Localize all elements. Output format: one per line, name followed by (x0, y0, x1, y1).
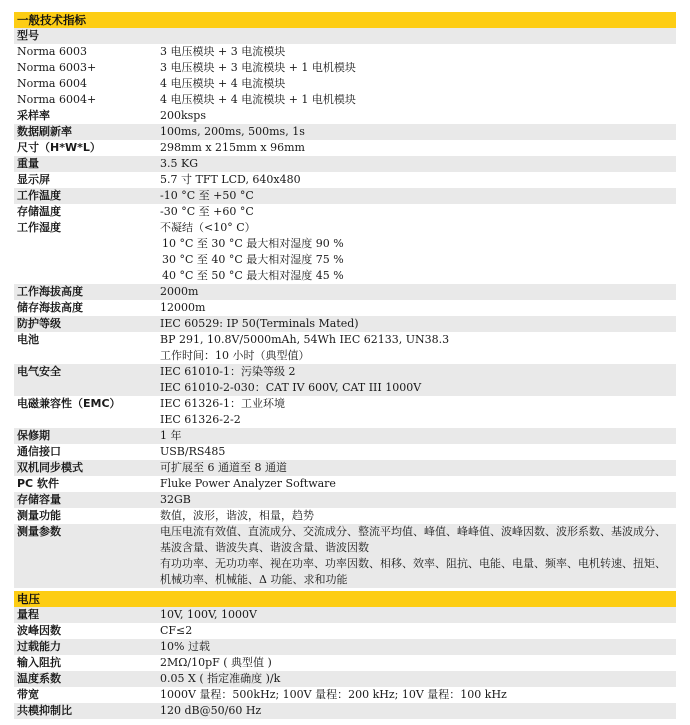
spec-row (14, 623, 676, 639)
spec-value (160, 76, 676, 92)
spec-value-line: 10% 过载 (160, 640, 210, 653)
spec-value (160, 428, 676, 444)
general-spec-table (14, 28, 676, 588)
spec-value-line: 1000V 量程：500kHz; 100V 量程：200 kHz; 10V 量程：100 kHz (160, 688, 507, 701)
spec-value (160, 655, 676, 671)
spec-row (14, 332, 676, 364)
spec-row (14, 220, 676, 284)
spec-value (160, 476, 676, 492)
spec-label: 储存海拔高度 (17, 301, 83, 314)
spec-row (14, 364, 676, 396)
spec-value-line: IEC 61326-1：工业环境 (160, 397, 285, 410)
spec-value (160, 671, 676, 687)
spec-value (160, 524, 676, 588)
spec-value-line: BP 291, 10.8V/5000mAh, 54Wh IEC 62133, UN38.3 (160, 333, 450, 346)
spec-label: 波峰因数 (17, 624, 61, 637)
spec-value (160, 220, 676, 284)
spec-value (160, 44, 676, 60)
spec-value (160, 492, 676, 508)
spec-value-line: 120 dB@50/60 Hz (160, 704, 262, 717)
spec-label: Norma 6003+ (17, 61, 97, 74)
spec-row (14, 44, 676, 60)
spec-row (14, 140, 676, 156)
spec-label: 工作海拔高度 (17, 285, 83, 298)
spec-value-line: 10 °C 至 30 °C 最大相对湿度 90 % (162, 237, 344, 250)
spec-value (160, 284, 676, 300)
spec-value-line: CF≤2 (160, 624, 193, 637)
spec-value (160, 124, 676, 140)
spec-value (160, 92, 676, 108)
spec-value-line: 工作时间：10 小时（典型值） (160, 349, 310, 362)
spec-value (160, 172, 676, 188)
spec-row (14, 476, 676, 492)
spec-label: 存储容量 (17, 493, 61, 506)
spec-row (14, 396, 676, 428)
spec-row (14, 492, 676, 508)
spec-label: 测量参数 (17, 525, 61, 538)
spec-row (14, 156, 676, 172)
spec-label: 温度系数 (17, 672, 61, 685)
spec-label: Norma 6004 (17, 77, 87, 90)
spec-label: 防护等级 (17, 317, 61, 330)
spec-value-line: IEC 61010-2-030：CAT IV 600V, CAT III 1000V (160, 381, 422, 394)
spec-value-line: 4 电压模块 + 4 电流模块 (160, 77, 286, 90)
spec-row (14, 655, 676, 671)
spec-label: 工作温度 (17, 189, 61, 202)
spec-row (14, 428, 676, 444)
spec-label: 量程 (17, 608, 39, 621)
spec-value-line: 1 年 (160, 429, 182, 442)
spec-row (14, 607, 676, 623)
spec-value (160, 607, 676, 623)
spec-label: 通信接口 (17, 445, 61, 458)
spec-label: 测量功能 (17, 509, 61, 522)
spec-row (14, 508, 676, 524)
spec-value-line: -30 °C 至 +60 °C (160, 205, 254, 218)
spec-row (14, 316, 676, 332)
spec-row (14, 188, 676, 204)
spec-value (160, 703, 676, 719)
spec-value-line: IEC 61326-2-2 (160, 413, 241, 426)
spec-value (160, 108, 676, 124)
spec-value (160, 396, 676, 428)
spec-value-line: 12000m (160, 301, 206, 314)
spec-label: Norma 6004+ (17, 93, 97, 106)
spec-row (14, 444, 676, 460)
spec-label: 显示屏 (17, 173, 50, 186)
spec-value (160, 687, 676, 703)
spec-value-line: 10V, 100V, 1000V (160, 608, 257, 621)
spec-value (160, 28, 676, 44)
spec-label: 尺寸（H*W*L） (17, 141, 101, 154)
spec-value (160, 623, 676, 639)
spec-label: 双机同步模式 (17, 461, 83, 474)
spec-label: 电磁兼容性（EMC） (17, 397, 121, 410)
spec-value (160, 639, 676, 655)
spec-label: 电池 (17, 333, 39, 346)
spec-value-line: 3 电压模块 + 3 电流模块 + 1 电机模块 (160, 61, 356, 74)
spec-value (160, 444, 676, 460)
spec-value (160, 332, 676, 364)
spec-value-line: 有功功率、无功功率、视在功率、功率因数、相移、效率、阻抗、电能、电量、频率、电机转速、扭矩、机械功率、机械能、Δ 功能、求和功能 (160, 557, 666, 586)
spec-row (14, 92, 676, 108)
spec-value-line: 5.7 寸 TFT LCD, 640x480 (160, 173, 301, 186)
spec-label: 共模抑制比 (17, 704, 72, 717)
spec-value-line: USB/RS485 (160, 445, 226, 458)
spec-row (14, 671, 676, 687)
spec-value-line: IEC 61010-1：污染等级 2 (160, 365, 296, 378)
spec-row (14, 204, 676, 220)
spec-value-line: 100ms, 200ms, 500ms, 1s (160, 125, 305, 138)
section-header-voltage: 电压 (14, 591, 676, 607)
spec-value-line: 298mm x 215mm x 96mm (160, 141, 305, 154)
spec-value (160, 508, 676, 524)
spec-row (14, 124, 676, 140)
spec-label: 带宽 (17, 688, 39, 701)
spec-row (14, 524, 676, 588)
spec-value-line: 数值，波形，谐波，相量，趋势 (160, 509, 314, 522)
spec-value-line: -10 °C 至 +50 °C (160, 189, 254, 202)
spec-value-line: 3 电压模块 + 3 电流模块 (160, 45, 286, 58)
spec-row (14, 703, 676, 719)
spec-value-line: 30 °C 至 40 °C 最大相对湿度 75 % (162, 253, 344, 266)
spec-label: 保修期 (17, 429, 50, 442)
spec-sheet (14, 12, 676, 719)
spec-value-line: 40 °C 至 50 °C 最大相对湿度 45 % (162, 269, 344, 282)
spec-row (14, 108, 676, 124)
spec-row (14, 300, 676, 316)
spec-label: 型号 (17, 29, 39, 42)
spec-label: 存储温度 (17, 205, 61, 218)
spec-row (14, 172, 676, 188)
spec-row (14, 28, 676, 44)
spec-label: 电气安全 (17, 365, 61, 378)
voltage-spec-table (14, 607, 676, 719)
spec-value-line: 2MΩ/10pF ( 典型值 ) (160, 656, 272, 669)
spec-value-line: 3.5 KG (160, 157, 198, 170)
spec-value (160, 140, 676, 156)
spec-value-line: 200ksps (160, 109, 206, 122)
section-header-general: 一般技术指标 (14, 12, 676, 28)
spec-value (160, 60, 676, 76)
spec-label: PC 软件 (17, 477, 59, 490)
spec-value-line: Fluke Power Analyzer Software (160, 477, 336, 490)
spec-row (14, 284, 676, 300)
spec-value (160, 364, 676, 396)
spec-value-line: 2000m (160, 285, 199, 298)
spec-row (14, 60, 676, 76)
spec-value-line: 不凝结（<10° C） (160, 221, 256, 234)
spec-row (14, 460, 676, 476)
spec-label: 输入阻抗 (17, 656, 61, 669)
spec-value (160, 204, 676, 220)
spec-value (160, 316, 676, 332)
spec-value (160, 460, 676, 476)
spec-value (160, 300, 676, 316)
spec-label: 工作湿度 (17, 221, 61, 234)
spec-label: 数据刷新率 (17, 125, 72, 138)
spec-value-line: 32GB (160, 493, 191, 506)
spec-label: 重量 (17, 157, 39, 170)
spec-row (14, 687, 676, 703)
spec-value-line: 电压电流有效值、直流成分、交流成分、整流平均值、峰值、峰峰值、波峰因数、波形系数、基波成分、基波含量、谐波失真、谐波含量、谐波因数 (160, 525, 666, 554)
spec-value (160, 188, 676, 204)
spec-value-line: 0.05 X ( 指定准确度 )/k (160, 672, 281, 685)
spec-value-line: 4 电压模块 + 4 电流模块 + 1 电机模块 (160, 93, 356, 106)
spec-label: 过载能力 (17, 640, 61, 653)
spec-value (160, 156, 676, 172)
spec-row (14, 76, 676, 92)
spec-label: Norma 6003 (17, 45, 87, 58)
spec-label: 采样率 (17, 109, 50, 122)
spec-value-line: IEC 60529: IP 50(Terminals Mated) (160, 317, 359, 330)
spec-row (14, 639, 676, 655)
spec-value-line: 可扩展至 6 通道至 8 通道 (160, 461, 287, 474)
